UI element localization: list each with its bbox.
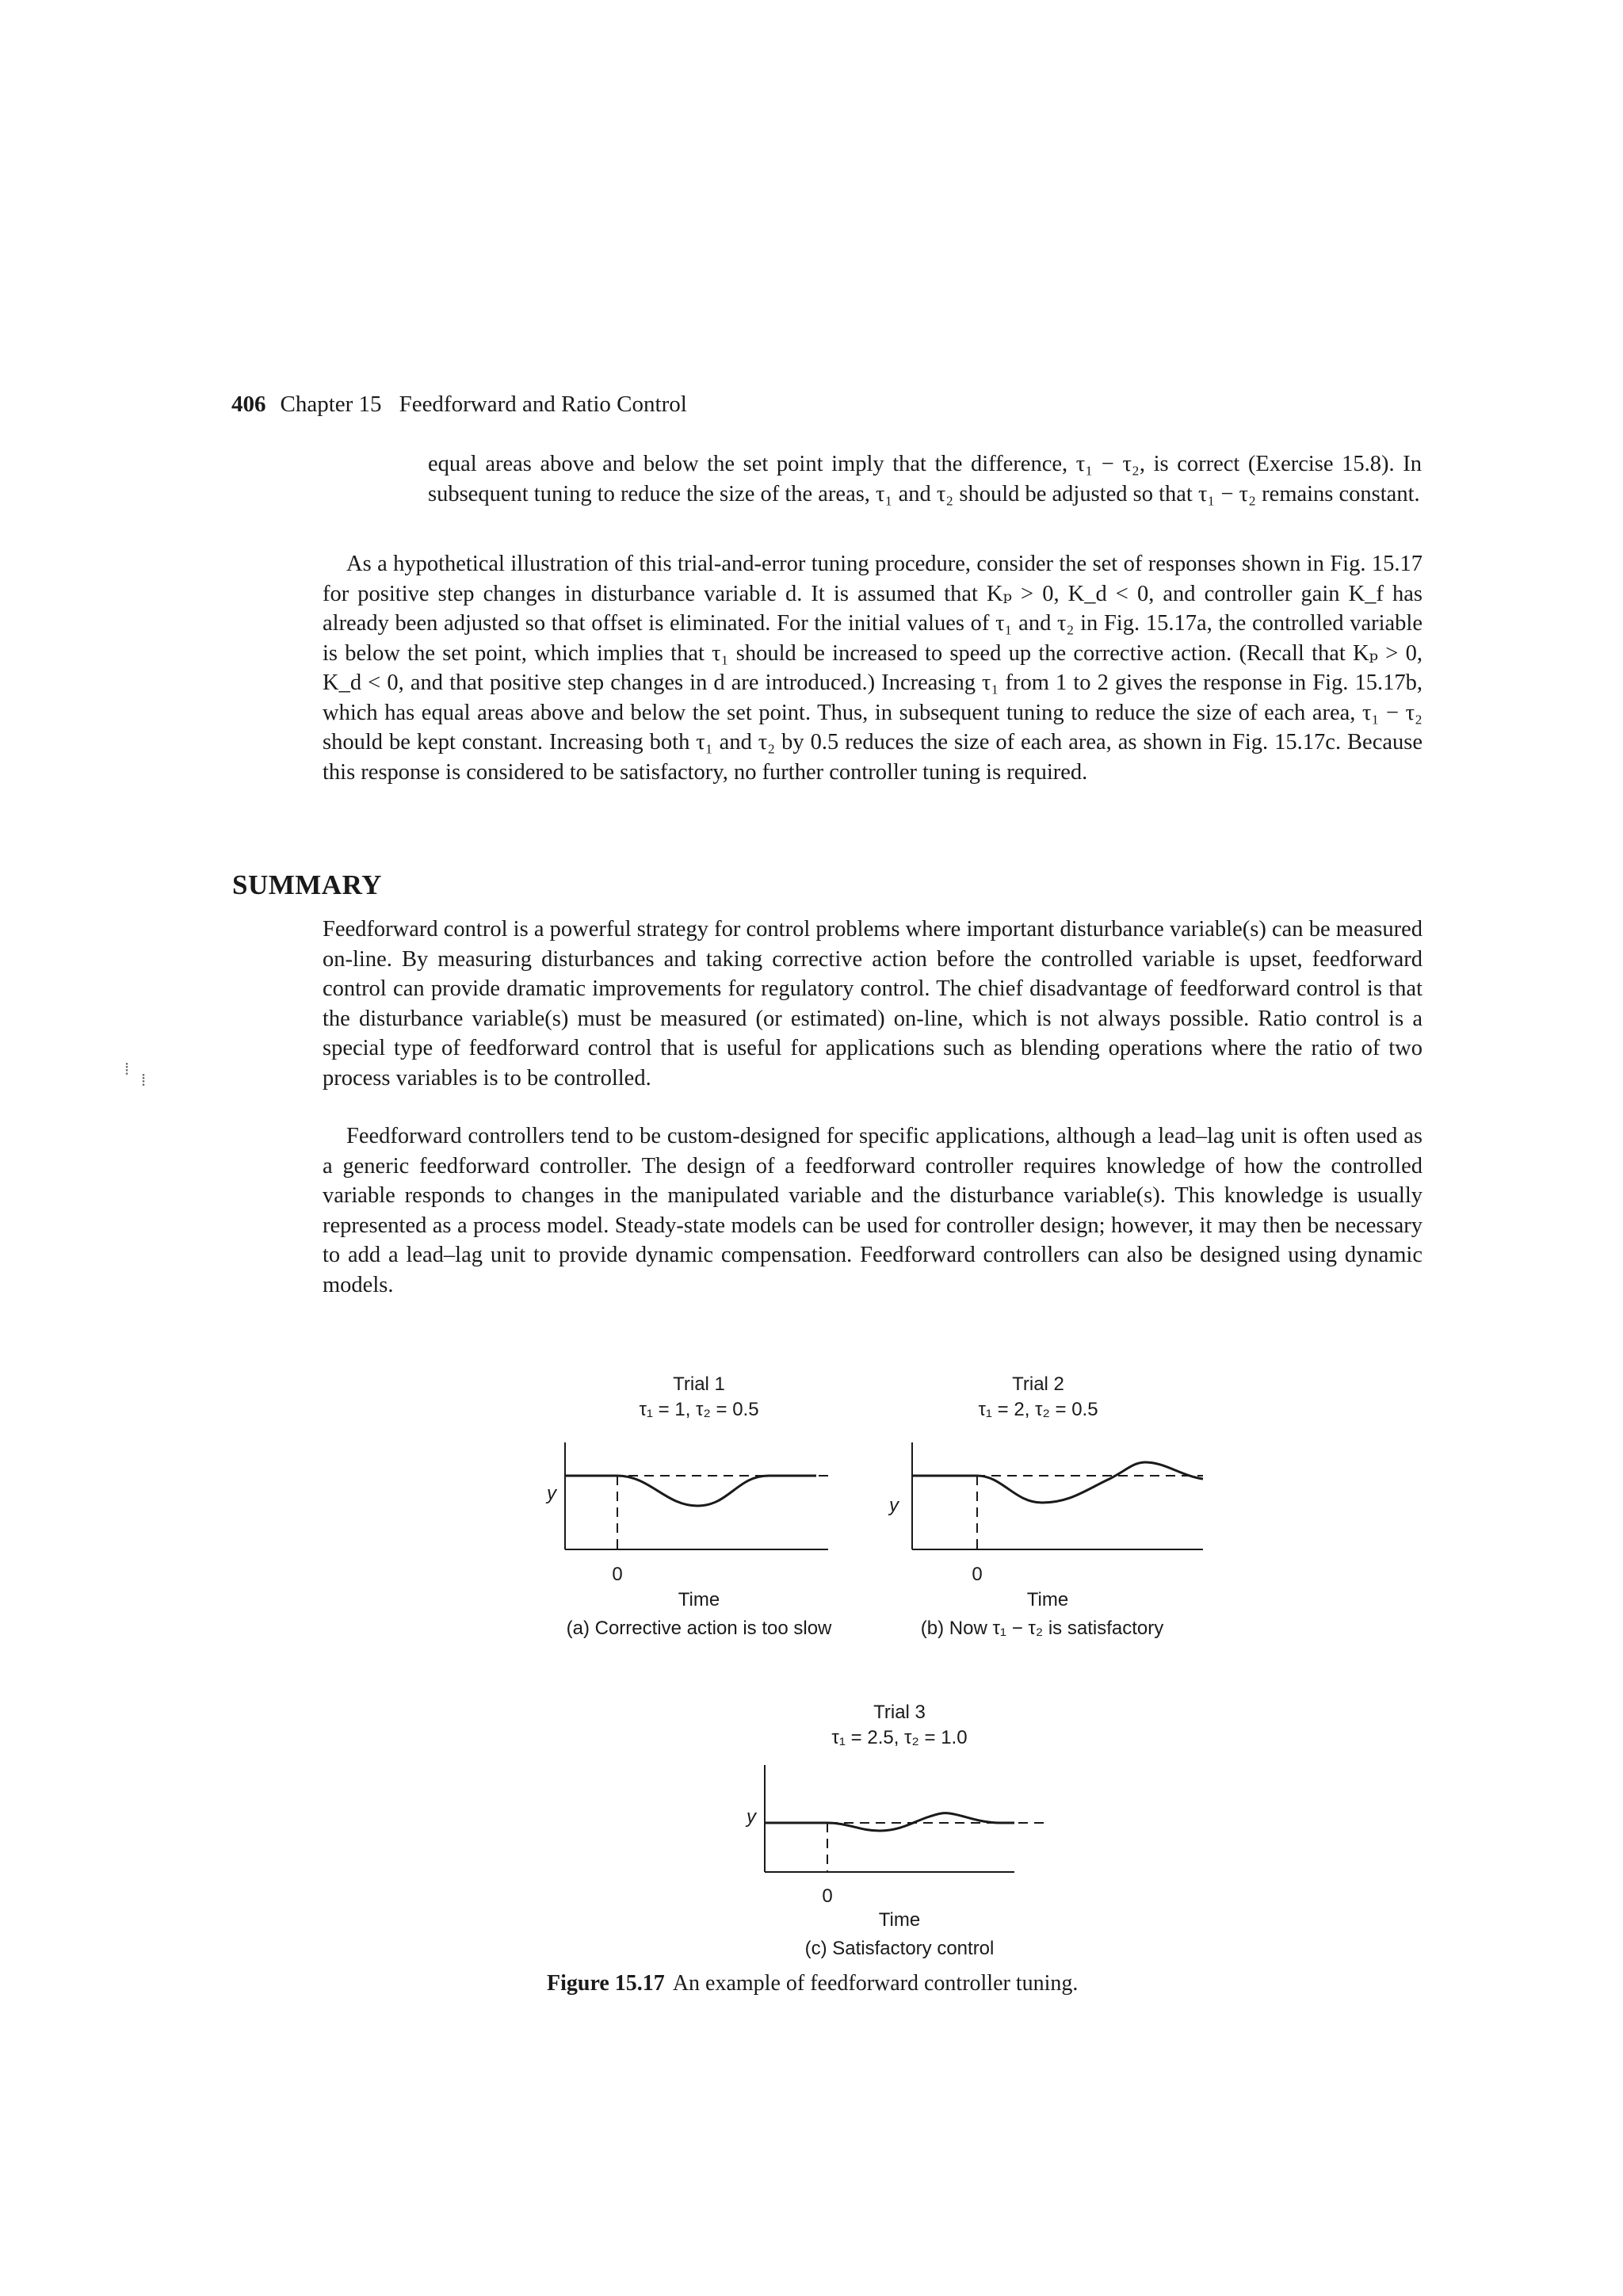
panel-a-response-curve [565, 1476, 816, 1506]
panel-c [745, 1702, 1048, 1959]
chapter-label: Chapter 15 [280, 392, 382, 417]
panel-a [545, 1373, 832, 1639]
panel-b-zero: 0 [972, 1564, 983, 1585]
paragraph-tuning-illustration: As a hypothetical illustration of this trial-and-error tuning procedure, consider the set of responses shown in Fig. 15.17 for positive step changes in disturbance variable d. It is assumed that Kₚ > 0, K_d < 0, and controller gain K_f has already been adjusted so that offset is eliminated. For the initial values of τ₁ and τ₂ in Fig. 15.17a, the controlled variable is below the set point, which implies that τ₁ should be increased to speed up the corrective action. (Recall that Kₚ > 0, K_d < 0, and that positive step changes in d are introduced.) Increasing τ₁ from 1 to 2 gives the response in Fig. 15.17b, which has equal areas above and below the set point. Thus, in subsequent tuning to reduce the size of each area, τ₁ − τ₂ should be kept constant. Increasing both τ₁ and τ₂ by 0.5 reduces the size of each area, as shown in Fig. 15.17c. Because this response is considered to be satisfactory, no further controller tuning is required. [323, 552, 1423, 785]
panel-b-x-label: Time [1026, 1589, 1069, 1610]
panel-a-params: τ₁ = 1, τ₂ = 0.5 [639, 1399, 759, 1420]
panel-a-subcaption: (a) Corrective action is too slow [566, 1618, 832, 1639]
panel-a-trial: Trial 1 [673, 1373, 725, 1395]
panel-c-trial: Trial 3 [873, 1702, 926, 1723]
panel-b-subcaption: (b) Now τ₁ − τ₂ is satisfactory [920, 1618, 1164, 1639]
panel-c-subcaption: (c) Satisfactory control [804, 1938, 995, 1959]
margin-scribble: ⁞ [124, 1059, 130, 1079]
panel-a-y-label: y [547, 1483, 556, 1504]
panel-b-response-curve [912, 1462, 1203, 1503]
figure-caption [547, 1971, 1078, 1996]
panel-c-params: τ₁ = 2.5, τ₂ = 1.0 [831, 1727, 968, 1748]
paragraph-summary-1: Feedforward control is a powerful strategy for control problems where important disturbance variable(s) can be measured on-line. By measuring disturbances and taking corrective action before the controlled variable is upset, feedforward control can provide dramatic improvements for regulatory control. The chief disadvantage of feedforward control is that the disturbance variable(s) must be measured (or estimated) on-line, which is not always possible. Ratio control is a special type of feedforward control that is useful for applications such as blending operations where the ratio of two process variables is to be controlled. [323, 917, 1423, 1091]
panel-c-zero: 0 [822, 1885, 833, 1907]
paragraph-summary-2: Feedforward controllers tend to be custom-designed for specific applications, although a lead–lag unit is often used as a generic feedforward controller. The design of a feedforward controller requires knowledge of how the controlled variable responds to changes in the manipulated variable and the disturbance variable(s). This knowledge is usually represented as a process model. Steady-state models can be used for controller design; however, it may then be necessary to add a lead–lag unit to provide dynamic compensation. Feedforward controllers can also be designed using dynamic models. [323, 1124, 1423, 1297]
panel-a-zero: 0 [612, 1564, 623, 1585]
figure-caption-text: An example of feedforward controller tuning. [672, 1971, 1079, 1996]
figure-label: Figure 15.17 [547, 1971, 665, 1996]
panel-b-y-label: y [889, 1495, 899, 1516]
panel-a-x-label: Time [678, 1589, 720, 1610]
panel-c-y-label: y [747, 1806, 756, 1828]
panel-c-response-curve [765, 1813, 1014, 1831]
summary-heading: SUMMARY [232, 869, 382, 900]
panel-b-trial: Trial 2 [1012, 1373, 1064, 1395]
margin-scribble: ⁞ [141, 1070, 147, 1090]
page-number: 406 [231, 392, 266, 417]
panel-b [888, 1373, 1203, 1639]
paragraph-continued: equal areas above and below the set point imply that the difference, τ₁ − τ₂, is correct (Exercise 15.8). In subsequent tuning to reduce the size of the areas, τ₁ and τ₂ should be adjusted so that τ₁ − τ₂ remains constant. [428, 452, 1422, 506]
chapter-title: Feedforward and Ratio Control [399, 392, 687, 417]
panel-b-params: τ₁ = 2, τ₂ = 0.5 [978, 1399, 1098, 1420]
panel-c-x-label: Time [878, 1909, 921, 1931]
